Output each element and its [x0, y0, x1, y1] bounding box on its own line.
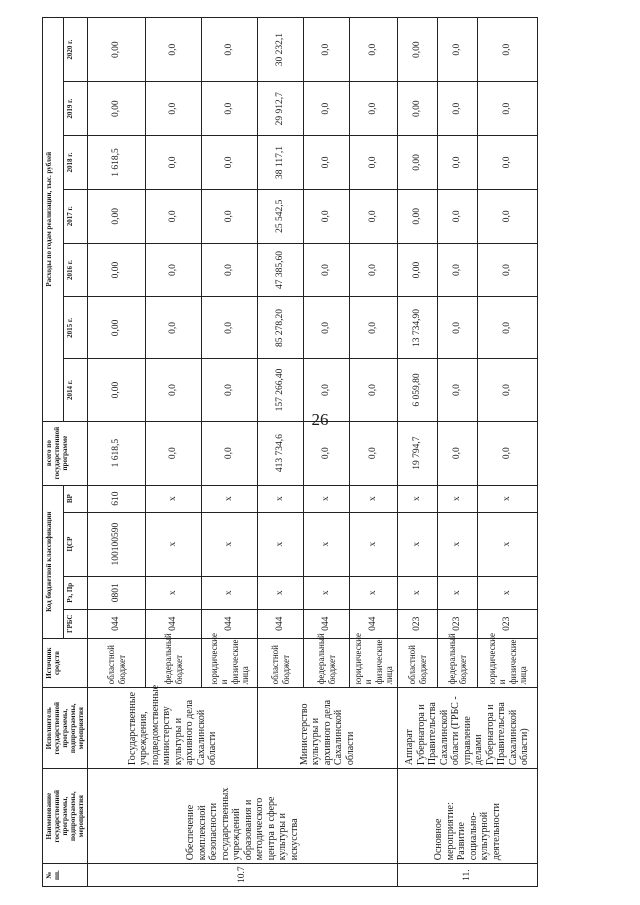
cell-year: 0,0 [478, 18, 538, 82]
table-row [398, 18, 438, 887]
row-executor: Государственные учреждения, подведомственные министерству культуры и архивного дела Сахалинской области [88, 688, 258, 769]
cell-year: 0,0 [146, 18, 202, 82]
cell-csr: x [304, 512, 350, 576]
header-expenses-group: Расходы по годам реализации, тыс. рублей [43, 18, 64, 422]
row-name: Обеспечение комплексной безопасности государственных учреждений образования и методического центра в сфере культуры и искусства [88, 769, 398, 864]
cell-year: 0,0 [202, 359, 258, 421]
cell-year: 0,00 [398, 18, 438, 82]
cell-total: 19 794,7 [398, 421, 438, 485]
cell-year: 6 059,80 [398, 359, 438, 421]
header-year: 2020 г. [64, 18, 88, 82]
cell-year: 0,0 [478, 82, 538, 136]
cell-year: 0,0 [146, 243, 202, 297]
cell-vr: x [438, 485, 478, 512]
cell-year: 0,0 [478, 297, 538, 359]
cell-vr: 610 [88, 485, 146, 512]
cell-grbs: 023 [398, 609, 438, 638]
cell-year: 0,0 [304, 359, 350, 421]
cell-year: 0,0 [304, 136, 350, 190]
cell-vr: x [202, 485, 258, 512]
cell-year: 0,0 [304, 18, 350, 82]
cell-rzpr: x [350, 576, 398, 609]
cell-year: 30 232,1 [258, 18, 304, 82]
cell-csr: x [350, 512, 398, 576]
cell-year: 0,0 [202, 189, 258, 243]
cell-year: 0,0 [478, 359, 538, 421]
cell-year: 0,0 [350, 82, 398, 136]
cell-year: 0,0 [304, 297, 350, 359]
cell-csr: x [258, 512, 304, 576]
cell-year: 0,00 [88, 243, 146, 297]
cell-year: 0,00 [88, 82, 146, 136]
cell-rzpr: x [304, 576, 350, 609]
row-num: 11. [398, 864, 538, 887]
row-num: 10.7 [88, 864, 398, 887]
cell-rzpr: x [398, 576, 438, 609]
header-vr: ВР [64, 485, 88, 512]
header-year: 2019 г. [64, 82, 88, 136]
cell-year: 85 278,20 [258, 297, 304, 359]
cell-year: 0,00 [88, 297, 146, 359]
table-row [258, 18, 304, 887]
cell-csr: 100100590 [88, 512, 146, 576]
cell-grbs: 044 [304, 609, 350, 638]
cell-year: 0,0 [202, 243, 258, 297]
row-source: юридические и физические лица [478, 638, 538, 688]
cell-year: 0,0 [478, 243, 538, 297]
cell-year: 13 734,90 [398, 297, 438, 359]
header-num: № пп. [43, 864, 88, 887]
header-csr: ЦСР [64, 512, 88, 576]
cell-total: 0,0 [478, 421, 538, 485]
cell-csr: x [398, 512, 438, 576]
cell-year: 0,0 [304, 189, 350, 243]
cell-year: 0,00 [398, 136, 438, 190]
cell-year: 47 385,60 [258, 243, 304, 297]
row-source: федеральный бюджет [146, 638, 202, 688]
cell-csr: x [146, 512, 202, 576]
row-source: федеральный бюджет [438, 638, 478, 688]
cell-vr: x [398, 485, 438, 512]
cell-year: 0,0 [438, 18, 478, 82]
cell-year: 0,0 [350, 243, 398, 297]
cell-year: 0,00 [398, 243, 438, 297]
row-source: областной бюджет [398, 638, 438, 688]
row-name: Основное мероприятие: Развитие социально-культурной деятельности [398, 769, 538, 864]
cell-vr: x [146, 485, 202, 512]
cell-year: 0,0 [350, 297, 398, 359]
cell-year: 0,0 [438, 82, 478, 136]
header-rzpr: Рз, Пр [64, 576, 88, 609]
expenses-table [42, 17, 538, 887]
header-year: 2017 г. [64, 189, 88, 243]
cell-year: 38 117,1 [258, 136, 304, 190]
cell-year: 0,0 [350, 189, 398, 243]
cell-year: 0,0 [350, 18, 398, 82]
row-source: федеральный бюджет [304, 638, 350, 688]
header-total: всего по государственной программе [43, 421, 88, 485]
cell-rzpr: x [478, 576, 538, 609]
row-source: областной бюджет [258, 638, 304, 688]
cell-vr: x [258, 485, 304, 512]
cell-year: 0,00 [398, 189, 438, 243]
table-row [88, 18, 146, 887]
cell-rzpr: 0801 [88, 576, 146, 609]
cell-year: 0,0 [146, 297, 202, 359]
cell-year: 0,0 [202, 297, 258, 359]
cell-year: 0,0 [146, 136, 202, 190]
row-source: юридические и физические лица [350, 638, 398, 688]
cell-year: 0,0 [304, 82, 350, 136]
header-year: 2018 г. [64, 136, 88, 190]
cell-csr: x [478, 512, 538, 576]
cell-year: 0,0 [478, 189, 538, 243]
cell-year: 0,00 [88, 359, 146, 421]
cell-year: 0,0 [304, 243, 350, 297]
cell-grbs: 044 [350, 609, 398, 638]
cell-year: 0,0 [438, 136, 478, 190]
cell-total: 0,0 [304, 421, 350, 485]
cell-csr: x [438, 512, 478, 576]
row-source: областной бюджет [88, 638, 146, 688]
cell-year: 25 542,5 [258, 189, 304, 243]
cell-year: 0,0 [438, 359, 478, 421]
row-executor: Аппарат Губернатора и Правительства Сахалинской области (ГРБС - управление делами Губернатора и Правительства Сахалинской области) [398, 688, 538, 769]
header-name: Наименование государственной программы, подпрограммы, мероприятия [43, 769, 88, 864]
cell-total: 413 734,6 [258, 421, 304, 485]
cell-vr: x [478, 485, 538, 512]
cell-grbs: 044 [258, 609, 304, 638]
cell-vr: x [304, 485, 350, 512]
cell-year: 0,0 [202, 82, 258, 136]
cell-rzpr: x [438, 576, 478, 609]
cell-rzpr: x [146, 576, 202, 609]
cell-grbs: 044 [146, 609, 202, 638]
cell-year: 29 912,7 [258, 82, 304, 136]
cell-year: 0,00 [88, 189, 146, 243]
header-year: 2014 г. [64, 359, 88, 421]
cell-rzpr: x [258, 576, 304, 609]
cell-year: 0,0 [146, 359, 202, 421]
row-executor: Министерство культуры и архивного дела Сахалинской области [258, 688, 398, 769]
cell-year: 0,0 [350, 359, 398, 421]
cell-year: 1 618,5 [88, 136, 146, 190]
cell-csr: x [202, 512, 258, 576]
cell-total: 0,0 [202, 421, 258, 485]
cell-year: 0,00 [398, 82, 438, 136]
cell-year: 157 266,40 [258, 359, 304, 421]
cell-year: 0,0 [438, 243, 478, 297]
cell-grbs: 023 [438, 609, 478, 638]
header-grbs: ГРБС [64, 609, 88, 638]
cell-year: 0,0 [438, 297, 478, 359]
header-source: Источник средств [43, 638, 88, 688]
cell-rzpr: x [202, 576, 258, 609]
header-budget-group: Код бюджетной классификации [43, 485, 64, 638]
cell-grbs: 044 [88, 609, 146, 638]
page-number: 26 [311, 410, 329, 429]
cell-total: 0,0 [438, 421, 478, 485]
cell-year: 0,0 [146, 82, 202, 136]
cell-year: 0,00 [88, 18, 146, 82]
cell-total: 0,0 [146, 421, 202, 485]
header-executor: Исполнитель государственной программы, подпрограммы, мероприятия [43, 688, 88, 769]
cell-year: 0,0 [202, 18, 258, 82]
cell-year: 0,0 [202, 136, 258, 190]
row-source: юридические и физические лица [202, 638, 258, 688]
cell-year: 0,0 [438, 189, 478, 243]
cell-grbs: 023 [478, 609, 538, 638]
header-year: 2015 г. [64, 297, 88, 359]
cell-grbs: 044 [202, 609, 258, 638]
cell-year: 0,0 [478, 136, 538, 190]
cell-year: 0,0 [350, 136, 398, 190]
cell-total: 0,0 [350, 421, 398, 485]
header-year: 2016 г. [64, 243, 88, 297]
cell-year: 0,0 [146, 189, 202, 243]
cell-vr: x [350, 485, 398, 512]
cell-total: 1 618,5 [88, 421, 146, 485]
